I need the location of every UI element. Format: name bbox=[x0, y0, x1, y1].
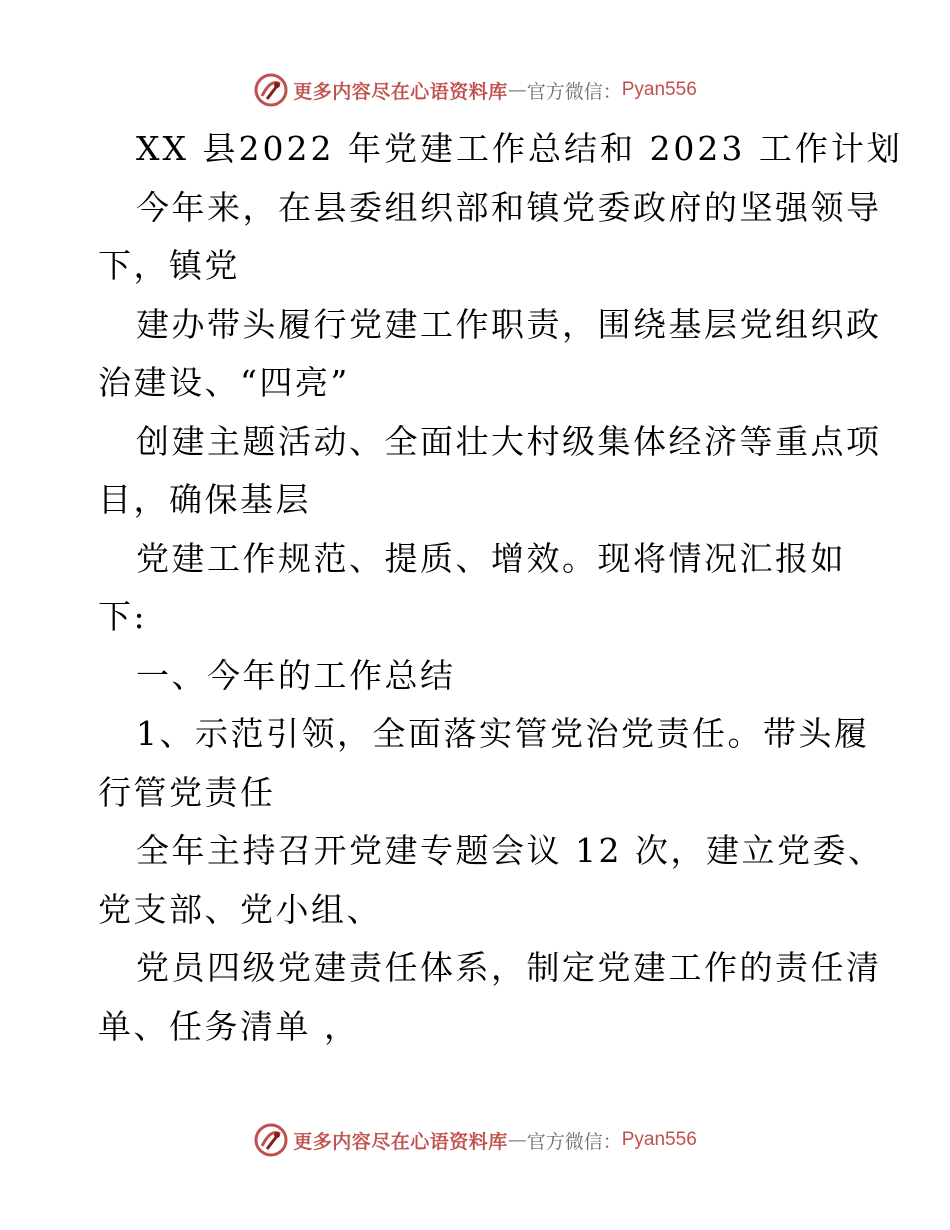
document-body bbox=[98, 120, 903, 1056]
body-line: 下，镇党 bbox=[98, 246, 240, 285]
watermark-brand-text: 更多内容尽在心语资料库 bbox=[293, 80, 508, 103]
body-line: 行管党责任 bbox=[98, 772, 276, 812]
watermark-wechat-id: Pyan556 bbox=[621, 1129, 697, 1150]
body-line: 下: bbox=[98, 597, 148, 636]
watermark-dash: — bbox=[507, 79, 527, 101]
body-line: 单、任务清单 ， bbox=[98, 1006, 360, 1046]
body-line: 党支部、党小组、 bbox=[98, 889, 382, 929]
watermark-dash: — bbox=[507, 1129, 527, 1151]
brand-logo-icon bbox=[253, 1122, 289, 1158]
watermark-wechat-label: 官方微信： bbox=[526, 1130, 622, 1153]
brand-logo-icon bbox=[253, 72, 289, 108]
watermark-wechat-id: Pyan556 bbox=[621, 79, 697, 100]
body-line: 今年来，在县委组织部和镇党委政府的坚强领导 bbox=[136, 187, 882, 227]
watermark-wechat-label: 官方微信： bbox=[526, 80, 622, 103]
body-line: 目，确保基层 bbox=[98, 480, 311, 519]
body-line: 1、示范引领，全面落实管党治党责任。带头履 bbox=[136, 714, 870, 753]
footer-watermark bbox=[0, 1120, 950, 1160]
body-line: 治建设、“四亮” bbox=[98, 363, 350, 402]
section-heading: 一、今年的工作总结 bbox=[136, 655, 456, 695]
body-line: 全年主持召开党建专题会议 12 次，建立党委、 bbox=[136, 831, 884, 870]
body-line: 建办带头履行党建工作职责，围绕基层党组织政 bbox=[136, 304, 882, 344]
body-line: 创建主题活动、全面壮大村级集体经济等重点项 bbox=[136, 421, 882, 461]
body-line: 党建工作规范、提质、增效。现将情况汇报如 bbox=[136, 538, 846, 578]
body-line: 党员四级党建责任体系，制定党建工作的责任清 bbox=[136, 948, 882, 987]
watermark-brand-text: 更多内容尽在心语资料库 bbox=[293, 1130, 508, 1153]
document-title: XX 县2022 年党建工作总结和 2023 工作计划 bbox=[136, 129, 903, 168]
header-watermark bbox=[0, 70, 950, 110]
